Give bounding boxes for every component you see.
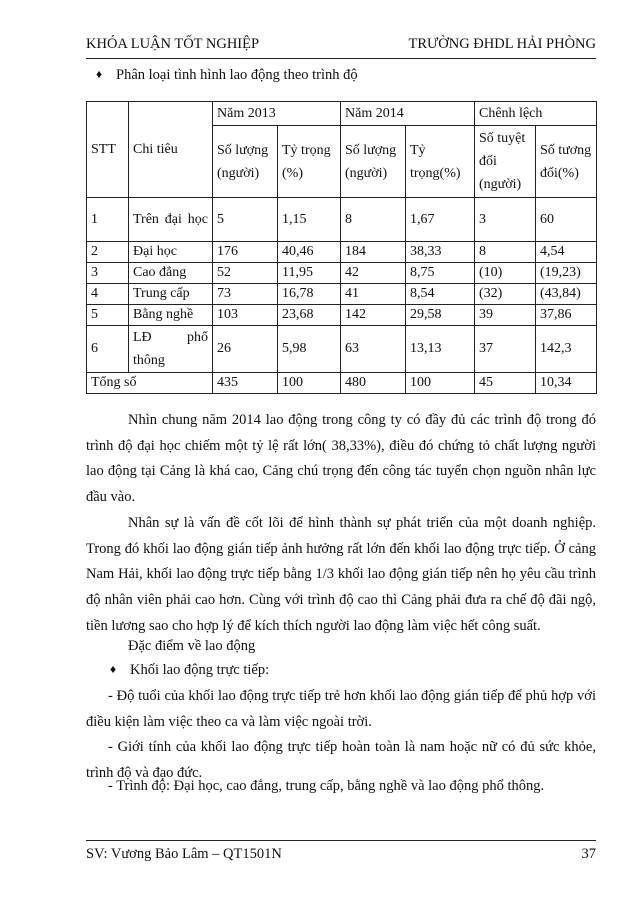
- cell-sl13: 103: [213, 305, 278, 326]
- cell-tt14: 100: [406, 373, 475, 394]
- th-soluong-2013: Số lượng (người): [213, 126, 278, 198]
- cell-tt13: 11,95: [278, 263, 341, 284]
- cell-tt13: 100: [278, 373, 341, 394]
- bullet-direct-labor: [110, 662, 510, 684]
- paragraph-summary: Nhìn chung năm 2014 lao động trong công ty có đầy đủ các trình độ trong đó trình độ đại học chiếm một tỷ lệ rất lớn( 38,33%), điều đó chứng tỏ chất lượng người lao động tại Cảng là khá cao, Cảng chú trọng đến công tác tuyển chọn nguồn nhân lực đầu vào.: [86, 412, 596, 506]
- cell-sl14: 41: [341, 284, 406, 305]
- cell-name: Trên đại học: [129, 198, 213, 242]
- cell-abs: 8: [475, 242, 536, 263]
- th-chitieu: Chi tiêu: [129, 102, 213, 198]
- cell-sl14: 480: [341, 373, 406, 394]
- th-tytrong-2014: Tỷ trọng(%): [406, 126, 475, 198]
- table-header-row: [87, 102, 597, 126]
- th-sotuyetdoi: Số tuyệt đối (người): [475, 126, 536, 198]
- th-diff: Chênh lệch: [475, 102, 597, 126]
- cell-tt14: 13,13: [406, 326, 475, 373]
- page-number: 37: [581, 846, 596, 862]
- cell-sl13: 26: [213, 326, 278, 373]
- cell-stt: 4: [87, 284, 129, 305]
- cell-tt13: 1,15: [278, 198, 341, 242]
- cell-total-label: Tổng số: [87, 373, 213, 394]
- header-right: TRƯỜNG ĐHDL HẢI PHÒNG: [408, 36, 596, 52]
- cell-name: Đại học: [129, 242, 213, 263]
- dash-item-gender: - Giới tính của khối lao động trực tiếp hoàn toàn là nam hoặc nữ có đủ sức khỏe, trình độ và đạo đức.: [86, 739, 596, 781]
- cell-rel: (19,23): [536, 263, 597, 284]
- cell-rel: (43,84): [536, 284, 597, 305]
- cell-sl14: 184: [341, 242, 406, 263]
- cell-sl13: 5: [213, 198, 278, 242]
- cell-stt: 1: [87, 198, 129, 242]
- th-2014: Năm 2014: [341, 102, 475, 126]
- cell-name: Trung cấp: [129, 284, 213, 305]
- header-rule: [86, 58, 596, 59]
- cell-name: Bằng nghề: [129, 305, 213, 326]
- cell-rel: 142,3: [536, 326, 597, 373]
- cell-tt13: 16,78: [278, 284, 341, 305]
- cell-sl14: 8: [341, 198, 406, 242]
- cell-tt13: 23,68: [278, 305, 341, 326]
- cell-sl14: 142: [341, 305, 406, 326]
- cell-rel: 60: [536, 198, 597, 242]
- cell-tt14: 8,75: [406, 263, 475, 284]
- cell-tt14: 8,54: [406, 284, 475, 305]
- table-row: [87, 305, 597, 326]
- diamond-bullet-icon: ♦: [96, 67, 103, 81]
- cell-abs: (32): [475, 284, 536, 305]
- cell-sl13: 52: [213, 263, 278, 284]
- cell-abs: 45: [475, 373, 536, 394]
- paragraph-hr: Nhân sự là vấn đề cốt lõi để hình thành sự phát triển của một doanh nghiệp. Trong đó khối lao động gián tiếp ảnh hưởng rất lớn đến khối lao động trực tiếp. Ở cảng Nam Hải, khối lao động trực tiếp bằng 1/3 khối lao động gián tiếp nên họ yêu cầu trình độ nhân viên phải cao hơn. Cùng với trình độ cao thì Cảng phải đưa ra chế độ đãi ngộ, tiền lương sao cho hợp lý để kích thích người lao động làm việc hết công suất.: [86, 515, 596, 634]
- cell-sl14: 63: [341, 326, 406, 373]
- th-tytrong-2013: Tỷ trọng (%): [278, 126, 341, 198]
- th-2013: Năm 2013: [213, 102, 341, 126]
- table-row: [87, 284, 597, 305]
- labor-qualification-table: [86, 101, 597, 394]
- table-row: [87, 326, 597, 373]
- cell-abs: 39: [475, 305, 536, 326]
- cell-sl13: 73: [213, 284, 278, 305]
- cell-rel: 10,34: [536, 373, 597, 394]
- th-stt: STT: [87, 102, 129, 198]
- table-row: [87, 263, 597, 284]
- cell-tt13: 5,98: [278, 326, 341, 373]
- dash-item-age: - Độ tuổi của khối lao động trực tiếp trẻ hơn khối lao động gián tiếp để phủ hợp với điều kiện làm việc theo ca và làm việc ngoài trời.: [86, 688, 596, 730]
- table-row: [87, 198, 597, 242]
- cell-tt14: 38,33: [406, 242, 475, 263]
- th-soluong-2014: Số lượng (người): [341, 126, 406, 198]
- section-bullet: [96, 67, 496, 89]
- footer-left: SV: Vương Bảo Lâm – QT1501N: [86, 846, 282, 862]
- cell-abs: (10): [475, 263, 536, 284]
- cell-stt: 2: [87, 242, 129, 263]
- cell-stt: 3: [87, 263, 129, 284]
- cell-stt: 6: [87, 326, 129, 373]
- table-total-row: [87, 373, 597, 394]
- th-sotuongdoi: Số tương đối(%): [536, 126, 597, 198]
- cell-sl14: 42: [341, 263, 406, 284]
- section-title: Phân loại tình hình lao động theo trình độ: [116, 67, 358, 83]
- page-header: [86, 36, 596, 60]
- dash-item-education: - Trình độ: Đại học, cao đẳng, trung cấp, bằng nghề và lao động phổ thông.: [108, 778, 545, 794]
- footer-rule: [86, 840, 596, 841]
- cell-abs: 37: [475, 326, 536, 373]
- header-left: KHÓA LUẬN TỐT NGHIỆP: [86, 36, 260, 52]
- cell-abs: 3: [475, 198, 536, 242]
- cell-name: LĐ phổ thông: [129, 326, 213, 373]
- cell-tt13: 40,46: [278, 242, 341, 263]
- cell-stt: 5: [87, 305, 129, 326]
- cell-rel: 37,86: [536, 305, 597, 326]
- cell-tt14: 29,58: [406, 305, 475, 326]
- cell-tt14: 1,67: [406, 198, 475, 242]
- cell-name: Cao đẳng: [129, 263, 213, 284]
- cell-sl13: 176: [213, 242, 278, 263]
- subheading-labor-traits: Đặc điểm về lao động: [128, 638, 256, 654]
- table-row: [87, 242, 597, 263]
- cell-sl13: 435: [213, 373, 278, 394]
- diamond-bullet-icon: ♦: [110, 662, 117, 676]
- cell-rel: 4,54: [536, 242, 597, 263]
- bullet-direct-labor-text: Khối lao động trực tiếp:: [130, 662, 270, 678]
